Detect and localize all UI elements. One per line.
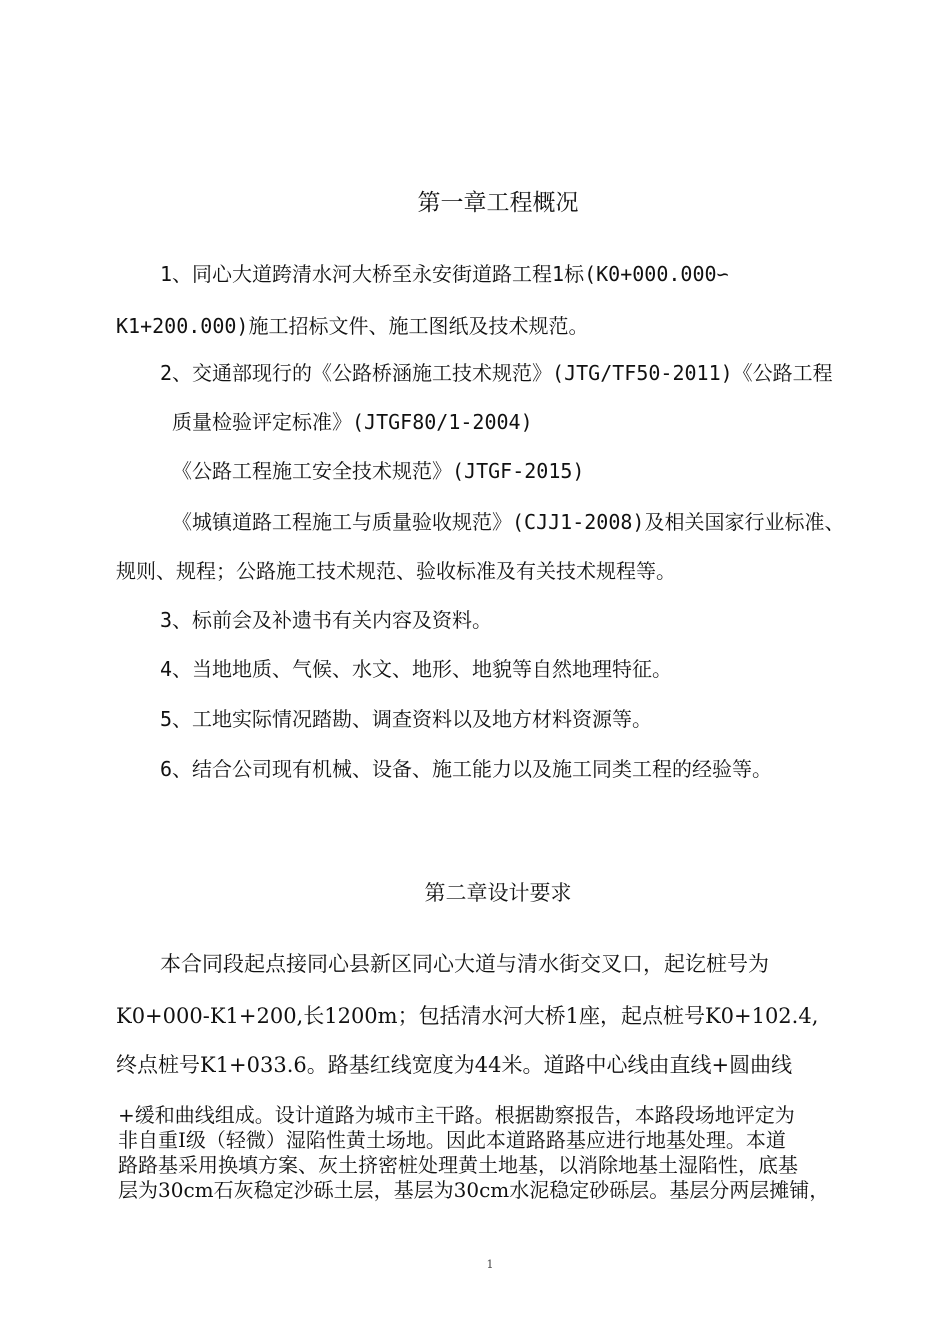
ch2-dense-line-1: +缓和曲线组成。设计道路为城市主干路。根据勘察报告，本路段场地评定为 (118, 1103, 795, 1127)
page-number: 1 (486, 1258, 494, 1271)
ch2-dense-line-4: 层为30cm石灰稳定沙砾土层，基层为30cm水泥稳定砂砾层。基层分两层摊铺， (118, 1178, 830, 1202)
ch1-line-5: 《公路工程施工安全技术规范》(JTGF-2015) (172, 459, 585, 483)
ch1-line-3: 2、交通部现行的《公路桥涵施工技术规范》(JTG/TF50-2011)《公路工程 (160, 361, 833, 385)
chapter-1-title: 第一章工程概况 (417, 190, 579, 216)
ch1-line-11: 6、结合公司现有机械、设备、施工能力以及施工同类工程的经验等。 (160, 757, 773, 781)
ch1-line-4: 质量检验评定标准》(JTGF80/1-2004) (172, 410, 533, 434)
ch2-line-1: 本合同段起点接同心县新区同心大道与清水街交叉口，起讫桩号为 (160, 952, 769, 976)
ch1-line-9: 4、当地地质、气候、水文、地形、地貌等自然地理特征。 (160, 657, 673, 681)
ch2-line-3: 终点桩号K1+033.6。路基红线宽度为44米。道路中心线由直线+圆曲线 (116, 1053, 793, 1077)
ch2-line-2: K0+000-K1+200,长1200m；包括清水河大桥1座，起点桩号K0+102.4, (116, 1004, 819, 1028)
ch1-line-8: 3、标前会及补遗书有关内容及资料。 (160, 608, 493, 632)
ch2-paragraph (118, 1103, 898, 1203)
ch1-line-2: K1+200.000)施工招标文件、施工图纸及技术规范。 (116, 314, 589, 338)
ch1-line-10: 5、工地实际情况踏勘、调查资料以及地方材料资源等。 (160, 707, 653, 731)
ch2-dense-line-3: 路路基采用换填方案、灰土挤密桩处理黄土地基，以消除地基土湿陷性，底基 (118, 1153, 798, 1177)
chapter-2-title: 第二章设计要求 (424, 881, 572, 905)
ch1-line-1: 1、同心大道跨清水河大桥至永安街道路工程1标(K0+000.000∽ (160, 262, 729, 286)
ch1-line-7: 规则、规程；公路施工技术规范、验收标准及有关技术规程等。 (116, 559, 676, 583)
ch1-line-6: 《城镇道路工程施工与质量验收规范》(CJJ1-2008)及相关国家行业标准、 (172, 510, 845, 534)
ch2-dense-line-2: 非自重I级（轻微）湿陷性黄土场地。因此本道路路基应进行地基处理。本道 (118, 1128, 786, 1152)
